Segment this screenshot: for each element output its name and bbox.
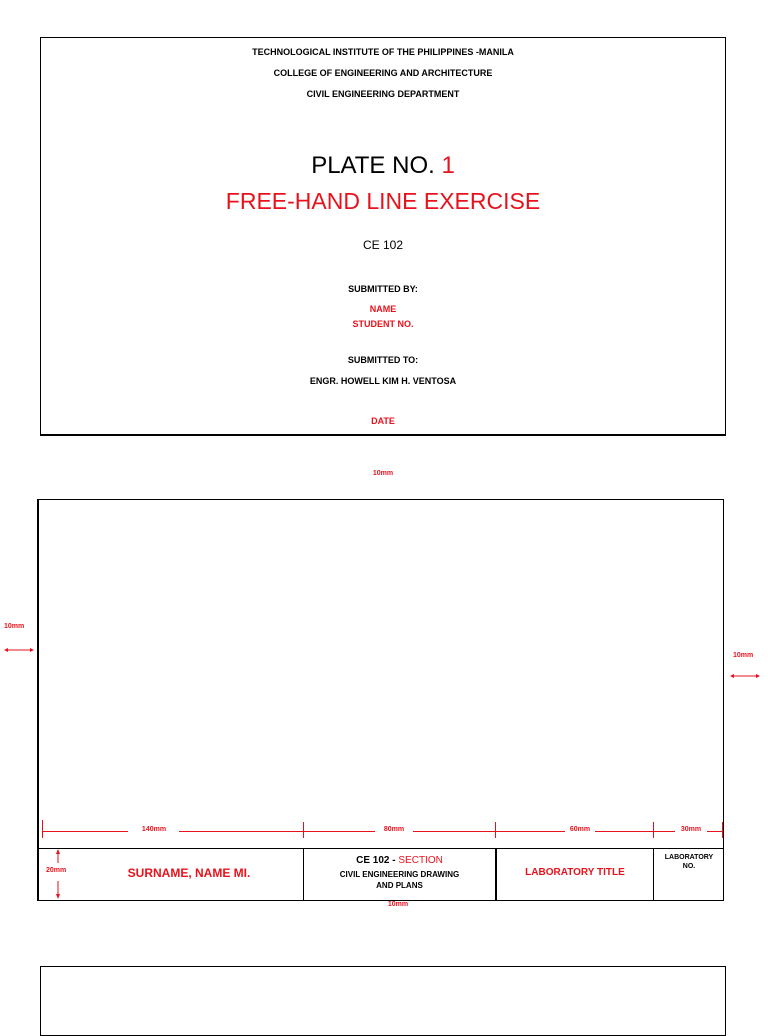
plate-number: 1 bbox=[441, 152, 455, 179]
dim-col4: 30mm bbox=[680, 826, 702, 833]
course-code: CE 102 bbox=[362, 238, 404, 252]
top-margin-label: 10mm bbox=[372, 470, 394, 477]
subject-line-2: AND PLANS bbox=[376, 881, 423, 890]
right-margin-arrow bbox=[730, 666, 760, 672]
course-cell bbox=[304, 849, 495, 900]
course-section bbox=[304, 855, 495, 866]
section-field: SECTION bbox=[398, 855, 443, 866]
course-prefix: CE 102 - bbox=[356, 855, 399, 866]
height-dim-label: 20mm bbox=[46, 867, 67, 874]
drawing-frame bbox=[37, 499, 724, 901]
plate-title: FREE-HAND LINE EXERCISE bbox=[225, 188, 541, 214]
dim-col1: 140mm bbox=[141, 826, 167, 833]
student-number: STUDENT NO. bbox=[352, 319, 414, 329]
dim-col2: 80mm bbox=[383, 826, 405, 833]
lab-no-cell bbox=[654, 849, 724, 900]
dim-col3: 60mm bbox=[569, 826, 591, 833]
institute-name: TECHNOLOGICAL INSTITUTE OF THE PHILIPPINES -MANILA bbox=[252, 47, 514, 57]
name-cell bbox=[79, 849, 299, 900]
date-field: DATE bbox=[371, 416, 395, 426]
lab-no-line-1: LABORATORY bbox=[664, 854, 714, 861]
title-block bbox=[39, 848, 723, 900]
left-margin-arrow bbox=[4, 640, 34, 646]
dimension-row bbox=[39, 820, 724, 840]
cover-sheet bbox=[40, 37, 726, 436]
submitted-to-label: SUBMITTED TO: bbox=[347, 355, 419, 365]
department-name: CIVIL ENGINEERING DEPARTMENT bbox=[306, 89, 460, 99]
instructor-name: ENGR. HOWELL KIM H. VENTOSA bbox=[309, 376, 457, 386]
submitted-by-label: SUBMITTED BY: bbox=[348, 284, 418, 294]
height-dim-arrow bbox=[53, 849, 63, 899]
left-margin-label: 10mm bbox=[4, 623, 25, 630]
plate-prefix: PLATE NO. bbox=[311, 152, 435, 179]
surname-field: SURNAME, NAME MI. bbox=[127, 866, 251, 880]
college-name: COLLEGE OF ENGINEERING AND ARCHITECTURE bbox=[273, 68, 493, 78]
student-name: NAME bbox=[369, 304, 397, 314]
next-sheet bbox=[40, 966, 726, 1036]
lab-no-line-2: NO. bbox=[682, 863, 696, 870]
lab-title-field: LABORATORY TITLE bbox=[525, 867, 625, 878]
right-margin-label: 10mm bbox=[733, 652, 754, 659]
lab-title-cell bbox=[497, 849, 653, 900]
bottom-margin-label: 10mm bbox=[387, 901, 409, 908]
subject-line-1: CIVIL ENGINEERING DRAWING bbox=[339, 870, 460, 879]
plate-heading bbox=[41, 152, 725, 180]
